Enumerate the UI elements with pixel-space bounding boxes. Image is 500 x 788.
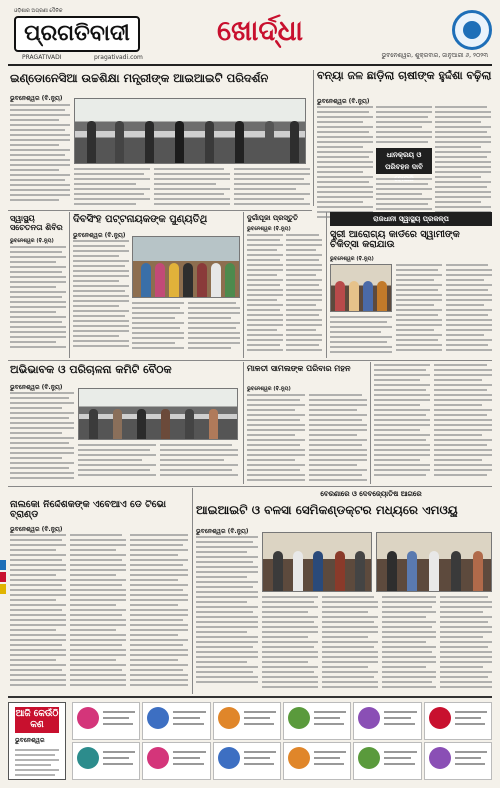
ad-text-line <box>314 723 344 725</box>
classified-ad[interactable] <box>283 742 351 780</box>
ad-portrait-icon <box>358 747 380 769</box>
story-9-body-col-1 <box>196 536 258 692</box>
story-5-body-col-1 <box>247 234 283 356</box>
classified-ad[interactable] <box>353 742 421 780</box>
ad-portrait-icon <box>429 707 451 729</box>
story-7-byline: ଭୁବନେଶ୍ୱର (ବି.ନ୍ୟୁ) <box>10 384 63 391</box>
ad-text-line <box>455 711 487 713</box>
ad-text-line <box>244 751 276 753</box>
story-4-photo[interactable] <box>132 236 240 298</box>
story-8-headline[interactable]: ମାଳତୀ ସାମଲଙ୍କ ପରିବାର ମହନ <box>247 364 351 373</box>
column-rule <box>243 362 244 484</box>
events-box[interactable] <box>8 702 66 780</box>
ad-text-line <box>173 711 205 713</box>
story-9-body-col-5 <box>440 596 492 692</box>
logo-url[interactable]: pragativadi.com <box>94 54 143 61</box>
story-9-body-col-2 <box>262 596 318 692</box>
story-9-photo-2[interactable] <box>376 532 492 592</box>
story-4-body-col-2 <box>132 302 184 356</box>
ad-text-line <box>384 711 416 713</box>
column-rule <box>192 488 193 694</box>
bottom-listings-strip <box>8 696 492 782</box>
ad-text-line <box>384 757 410 759</box>
registration-mark <box>0 560 6 570</box>
ad-text-line <box>314 763 344 765</box>
story-2-body-col-2 <box>376 106 432 146</box>
logo-tagline: ଓଡ଼ିଶାର ଅଗ୍ରଣୀ ଦୈନିକ <box>14 8 63 14</box>
story-5-headline[interactable]: ଦୁର୍ଗାପୂଜା ପ୍ରସ୍ତୁତି <box>247 214 298 222</box>
story-6-continued-col-2 <box>434 364 492 482</box>
ad-text-line <box>455 717 481 719</box>
seal-icon <box>452 10 492 50</box>
ad-text-line <box>384 717 410 719</box>
ad-text-line <box>455 751 487 753</box>
story-2-body-col-1 <box>317 106 373 224</box>
story-2-boxed-subhead: ଧାନକ୍ରୟ ଓ ପରିବହନ ଦାବି <box>376 148 432 174</box>
logo-subtitle: PRAGATIVADI <box>22 54 62 61</box>
story-9-byline: ଭୁବନେଶ୍ୱର (ବି.ନ୍ୟୁ) <box>196 528 249 535</box>
story-3-headline[interactable]: ସ୍ୱାସ୍ଥ୍ୟ ସଚେତନତା ଶିବିର <box>10 214 63 232</box>
ad-text-line <box>455 763 485 765</box>
story-9-body-col-3 <box>322 596 378 692</box>
story-8-body-col-2 <box>309 394 367 482</box>
story-1-body-col-1 <box>10 104 70 204</box>
story-10-body-col-2 <box>70 534 126 692</box>
ad-text-line <box>173 757 199 759</box>
ad-text-line <box>103 711 135 713</box>
ad-text-line <box>103 751 135 753</box>
story-5-body-col-2 <box>286 234 322 356</box>
classified-ad[interactable] <box>213 702 281 740</box>
story-1-photo[interactable] <box>74 98 306 164</box>
ad-text-line <box>244 723 274 725</box>
ad-portrait-icon <box>218 747 240 769</box>
ad-text-line <box>314 717 340 719</box>
story-4-headline[interactable]: ଦିବସିଂହ ପଟ୍ଟନାୟକଙ୍କ ପୁଣ୍ୟତିଥି <box>73 214 208 225</box>
ad-text-line <box>173 717 199 719</box>
column-rule <box>326 212 327 358</box>
ad-text-line <box>384 723 414 725</box>
ad-text-line <box>384 751 416 753</box>
ad-text-line <box>244 711 276 713</box>
ad-text-line <box>173 751 205 753</box>
story-2-body-col-3 <box>435 106 491 224</box>
section-rule <box>8 210 312 211</box>
ad-portrait-icon <box>147 747 169 769</box>
registration-mark <box>0 584 6 594</box>
story-7-headline[interactable]: ଅଭିଭାବକ ଓ ପରିଚାଳନା କମିଟି ବୈଠକ <box>10 364 172 376</box>
ad-text-line <box>103 763 133 765</box>
story-6-headline[interactable]: ସ୍ତ୍ରୀ ଆରୋଗ୍ୟ କାର୍ଡରେ ସ୍ୱାମୀଙ୍କ ଚିକିତ୍ସା କରାଯାଉ <box>330 230 460 251</box>
story-10-body-col-1 <box>10 534 66 692</box>
story-7-body-col-1 <box>10 392 74 482</box>
story-3-body <box>10 246 66 356</box>
story-4-byline: ଭୁବନେଶ୍ୱର (ବି.ନ୍ୟୁ) <box>73 232 126 239</box>
story-4-body-col-1 <box>73 240 129 356</box>
classified-ad[interactable] <box>424 742 492 780</box>
classified-ad[interactable] <box>213 742 281 780</box>
column-rule <box>313 70 314 206</box>
story-6-body-col-2 <box>396 264 442 356</box>
column-rule <box>243 212 244 358</box>
story-6-continued-col-1 <box>374 364 430 482</box>
section-rule <box>8 360 492 361</box>
ad-portrait-icon <box>288 707 310 729</box>
ad-portrait-icon <box>358 707 380 729</box>
newspaper-logo[interactable]: ପ୍ରଗତିବାଦୀ <box>14 16 140 52</box>
story-8-body-col-1 <box>247 394 305 482</box>
ad-text-line <box>314 757 340 759</box>
ad-text-line <box>455 757 481 759</box>
column-rule <box>370 362 371 484</box>
classified-ads-grid <box>72 702 492 780</box>
ad-text-line <box>244 717 270 719</box>
classified-ad[interactable] <box>142 742 210 780</box>
story-9-photo-1[interactable] <box>262 532 372 592</box>
story-10-body-col-3 <box>130 534 188 692</box>
column-rule <box>69 212 70 358</box>
masthead <box>8 6 492 66</box>
ad-portrait-icon <box>147 707 169 729</box>
classified-ad[interactable] <box>283 702 351 740</box>
ad-portrait-icon <box>77 707 99 729</box>
ad-portrait-icon <box>288 747 310 769</box>
ad-text-line <box>103 717 129 719</box>
story-10-byline: ଭୁବନେଶ୍ୱର (ବି.ନ୍ୟୁ) <box>10 526 63 533</box>
region-title: ଖୋର୍ଦ୍ଧା <box>217 14 303 47</box>
events-box-title: ଆଜି କେଉଁଠି କଣ <box>15 707 59 733</box>
classified-ad[interactable] <box>424 702 492 740</box>
ad-text-line <box>314 751 346 753</box>
story-7-photo[interactable] <box>78 388 238 440</box>
ad-text-line <box>173 723 203 725</box>
story-6-byline: ଭୁବନେଶ୍ୱର (ବି.ନ୍ୟୁ) <box>330 256 374 262</box>
story-1-body-col-2 <box>74 168 150 206</box>
ad-text-line <box>455 723 485 725</box>
ad-text-line <box>103 757 129 759</box>
classified-ad[interactable] <box>72 702 140 740</box>
story-6-photo[interactable] <box>330 264 392 312</box>
classified-ad[interactable] <box>72 742 140 780</box>
ad-text-line <box>103 723 133 725</box>
story-9-kicker: ବେରଣାରେ ଓ ଦେବଜ୍ୟୋତିଷ ଆଗରେ <box>320 490 422 498</box>
story-6-body-col-1 <box>330 316 392 356</box>
story-10-headline[interactable]: ନାଲକୋ ନିର୍ଦ୍ଦେଶକଙ୍କ ଏବେଆଏ ଡେ ଟିଭୋ ବ୍ରାଣ୍ଡ <box>10 500 167 521</box>
ad-portrait-icon <box>429 747 451 769</box>
story-5-byline: ଭୁବନେଶ୍ୱର (ବି.ନ୍ୟୁ) <box>247 226 291 232</box>
story-6-kicker: ରାଜଧାନୀ ସ୍ୱାସ୍ଥ୍ୟ ପ୍ରକଳ୍ପ <box>330 212 492 226</box>
story-9-body-col-4 <box>382 596 436 692</box>
dateline: ଭୁବନେଶ୍ୱର, ଶୁକ୍ରବାର, ଜାନୁଆରୀ ୬, ୨୦୨୩ <box>381 52 488 59</box>
section-rule <box>8 486 492 487</box>
story-9-headline[interactable]: ଆଇଆଇଟି ଓ ବଳସା ସେମିକଣ୍ଡକ୍ଟର ମଧ୍ୟରେ ଏମଓୟୁ <box>196 504 458 517</box>
ad-text-line <box>173 763 203 765</box>
story-8-byline: ଭୁବନେଶ୍ୱର (ବି.ନ୍ୟୁ) <box>247 386 291 392</box>
story-3-byline: ଭୁବନେଶ୍ୱର (ବି.ନ୍ୟୁ) <box>10 238 54 244</box>
ad-text-line <box>384 763 414 765</box>
story-2-headline[interactable]: ବନ୍ୟା ଜଳ ଛାଡ଼ିଲା ଚାଷୀଙ୍କ ହୁର୍ଦ୍ଦଶା ବଢ଼ିଲା <box>317 70 492 82</box>
story-6-body-col-3 <box>446 264 492 356</box>
story-4-body-col-3 <box>188 302 240 356</box>
ad-portrait-icon <box>218 707 240 729</box>
ad-text-line <box>244 757 270 759</box>
events-box-subtitle: ଭୁବନେଶ୍ୱର <box>15 736 45 744</box>
story-1-body-col-3 <box>154 168 230 206</box>
story-2-byline: ଭୁବନେଶ୍ୱର (ବି.ନ୍ୟୁ) <box>317 98 370 105</box>
ad-text-line <box>314 711 346 713</box>
events-box-body <box>15 749 59 785</box>
classified-ad[interactable] <box>353 702 421 740</box>
story-1-headline[interactable]: ଇଣ୍ଡୋନେସିଆ ଉଚ୍ଚଶିକ୍ଷା ମନ୍ତ୍ରୀଙ୍କ ଆଇଆଇଟି ପରିଦର୍ଶନ <box>10 72 269 85</box>
story-1-byline: ଭୁବନେଶ୍ୱର (ବି.ନ୍ୟୁ) <box>10 95 63 102</box>
story-1-body-col-4 <box>234 168 310 206</box>
story-7-body-col-3 <box>160 444 238 482</box>
ad-text-line <box>244 763 274 765</box>
ad-portrait-icon <box>77 747 99 769</box>
registration-mark <box>0 572 6 582</box>
story-7-body-col-2 <box>78 444 156 482</box>
classified-ad[interactable] <box>142 702 210 740</box>
